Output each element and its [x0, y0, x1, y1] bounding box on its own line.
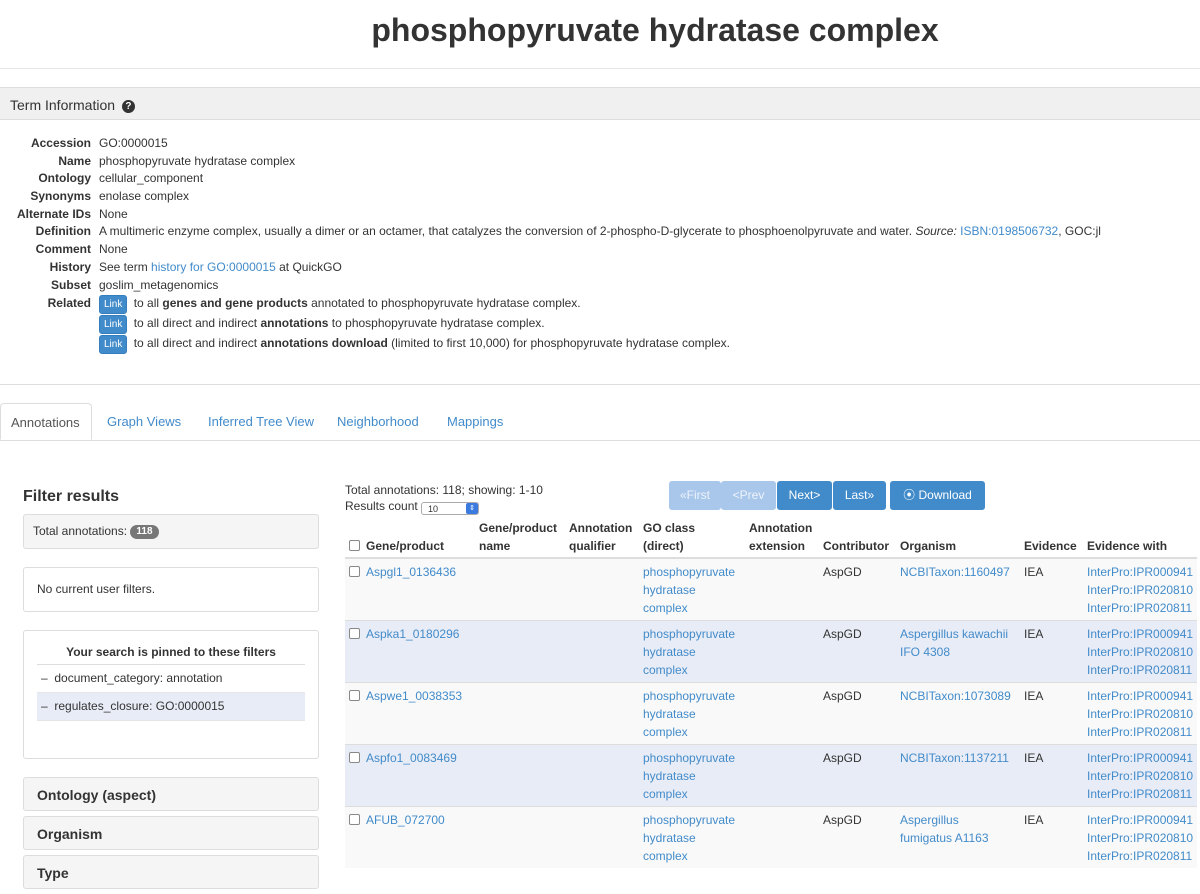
gene-product-link[interactable]: Aspfo1_0083469 — [366, 751, 457, 765]
history-prefix: See term — [99, 259, 148, 274]
evidence-with-link[interactable]: InterPro:IPR000941 — [1087, 689, 1194, 703]
name-value: phosphopyruvate hydratase complex — [99, 153, 296, 168]
results-count-label: Results count — [345, 499, 418, 513]
evidence-with-link[interactable]: InterPro:IPR020810 — [1087, 769, 1194, 783]
organism-link[interactable]: NCBITaxon:1160497 — [900, 565, 1010, 579]
evidence-with-link[interactable]: InterPro:IPR020811 — [1087, 849, 1193, 863]
related-bold: annotations download — [260, 335, 388, 350]
go-class-link[interactable]: phosphopyruvate — [643, 689, 736, 703]
term-info-header — [0, 87, 1200, 120]
evidence-with-link[interactable]: InterPro:IPR020810 — [1087, 645, 1194, 659]
go-class-link[interactable]: hydratase — [643, 583, 696, 597]
evidence-with-link[interactable]: InterPro:IPR000941 — [1087, 627, 1194, 641]
facet-type[interactable]: Type — [23, 855, 319, 889]
history-label: History — [49, 259, 91, 274]
gene-product-name-cell — [475, 807, 565, 869]
col-gene-product[interactable]: Gene/product — [345, 517, 475, 558]
total-annotations-panel — [23, 514, 319, 549]
tab-mappings[interactable]: Mappings — [447, 414, 504, 429]
download-label: Download — [918, 488, 972, 502]
contributor-cell: AspGD — [819, 558, 896, 621]
organism-link[interactable]: fumigatus A1163 — [900, 831, 989, 845]
remove-filter-icon[interactable]: – — [41, 699, 48, 713]
evidence-cell: IEA — [1020, 558, 1083, 621]
ontology-value: cellular_component — [99, 171, 204, 186]
related-bold: annotations — [260, 315, 329, 330]
comment-value: None — [99, 242, 128, 257]
tab-bar — [0, 403, 1200, 441]
download-button[interactable] — [890, 481, 985, 510]
organism-link[interactable]: NCBITaxon:1073089 — [900, 689, 1011, 703]
divider — [0, 384, 1200, 385]
definition-label: Definition — [35, 224, 91, 239]
annotation-extension-cell — [745, 807, 819, 869]
go-class-link[interactable]: phosphopyruvate — [643, 813, 736, 827]
annotation-qualifier-cell — [565, 621, 639, 683]
annotation-extension-cell — [745, 621, 819, 683]
col-organism[interactable]: Organism — [896, 517, 1020, 558]
go-class-link[interactable]: complex — [643, 787, 688, 801]
evidence-with-link[interactable]: InterPro:IPR000941 — [1087, 751, 1194, 765]
go-class-link[interactable]: complex — [643, 849, 688, 863]
prev-page-button[interactable]: <Prev — [721, 481, 776, 510]
organism-link[interactable]: Aspergillus — [900, 813, 959, 827]
related-link-button[interactable]: Link — [99, 335, 127, 354]
row-checkbox[interactable] — [349, 752, 360, 763]
related-text: to all direct and indirect — [133, 335, 258, 350]
alternate-ids-value: None — [99, 206, 128, 221]
annotation-extension-cell — [745, 683, 819, 745]
organism-link[interactable]: NCBITaxon:1137211 — [900, 751, 1009, 765]
go-class-link[interactable]: phosphopyruvate — [643, 565, 736, 579]
gene-product-link[interactable]: Aspka1_0180296 — [366, 627, 460, 641]
term-info-title: Term Information — [10, 97, 116, 113]
pinned-filter-label: document_category: annotation — [54, 671, 223, 685]
total-annotations-label: Total annotations: — [33, 524, 128, 538]
evidence-with-link[interactable]: InterPro:IPR020811 — [1087, 787, 1193, 801]
evidence-with-link[interactable]: InterPro:IPR020810 — [1087, 583, 1194, 597]
next-page-button[interactable]: Next> — [777, 481, 832, 510]
facet-ontology-aspect[interactable]: Ontology (aspect) — [23, 777, 319, 811]
table-row — [345, 683, 1197, 745]
evidence-cell: IEA — [1020, 683, 1083, 745]
evidence-cell: IEA — [1020, 745, 1083, 807]
evidence-with-link[interactable]: InterPro:IPR020811 — [1087, 663, 1193, 677]
divider — [0, 68, 1200, 69]
go-class-link[interactable]: complex — [643, 601, 688, 615]
select-arrows-icon: ⇕ — [466, 503, 478, 514]
accession-value: GO:0000015 — [99, 136, 168, 150]
total-annotations-badge: 118 — [130, 525, 158, 539]
row-checkbox[interactable] — [349, 814, 360, 825]
row-checkbox[interactable] — [349, 628, 360, 639]
filter-sidebar — [23, 480, 319, 894]
no-filters-text: No current user filters. — [37, 582, 156, 596]
gene-product-link[interactable]: AFUB_072700 — [366, 813, 445, 827]
user-filters-panel — [23, 567, 319, 612]
history-link[interactable]: history for GO:0000015 — [151, 259, 276, 274]
organism-link[interactable]: Aspergillus kawachii — [900, 627, 1009, 641]
remove-filter-icon[interactable]: – — [41, 671, 48, 685]
comment-label: Comment — [35, 242, 91, 257]
page-title: phosphopyruvate hydratase complex — [371, 12, 939, 48]
annotation-qualifier-cell — [565, 807, 639, 869]
pinned-filters-title: Your search is pinned to these filters — [66, 645, 276, 659]
annotation-extension-cell — [745, 558, 819, 621]
col-evidence-with[interactable]: Evidence with — [1083, 517, 1197, 558]
definition-source-extra: , GOC:jl — [1058, 224, 1101, 239]
pinned-filters-panel — [23, 630, 319, 759]
history-suffix: at QuickGO — [279, 259, 342, 274]
results-count-select[interactable] — [421, 502, 479, 515]
related-text: to all direct and indirect — [133, 315, 258, 330]
annotations-table — [345, 517, 1197, 868]
synonyms-label: Synonyms — [30, 189, 91, 204]
last-page-button[interactable]: Last» — [833, 481, 886, 510]
accession-label: Accession — [30, 136, 91, 150]
table-row — [345, 745, 1197, 807]
contributor-cell: AspGD — [819, 807, 896, 869]
results-summary: Total annotations: 118; showing: 1-10 — [345, 483, 543, 497]
gene-product-link[interactable]: Aspwe1_0038353 — [366, 689, 463, 703]
related-item — [99, 294, 581, 314]
go-class-link[interactable]: hydratase — [643, 645, 696, 659]
annotation-qualifier-cell — [565, 683, 639, 745]
annotation-qualifier-cell — [565, 745, 639, 807]
facet-organism[interactable]: Organism — [23, 816, 319, 850]
gene-product-name-cell — [475, 558, 565, 621]
contributor-cell: AspGD — [819, 745, 896, 807]
pinned-filters-list — [37, 664, 305, 721]
help-icon[interactable]: ? — [122, 100, 135, 113]
pinned-filter-item[interactable] — [37, 693, 305, 721]
go-class-link[interactable]: hydratase — [643, 769, 696, 783]
row-checkbox[interactable] — [349, 566, 360, 577]
related-text: to all — [133, 296, 160, 311]
related-link-button[interactable]: Link — [99, 315, 127, 334]
filter-results-title: Filter results — [23, 488, 120, 505]
tab-annotations[interactable]: Annotations — [0, 403, 92, 440]
subset-value: goslim_metagenomics — [99, 277, 219, 292]
col-go-class[interactable]: GO class (direct) — [639, 517, 745, 558]
name-label: Name — [58, 153, 91, 168]
evidence-cell: IEA — [1020, 807, 1083, 869]
download-icon: ⦿ — [903, 488, 916, 502]
evidence-with-link[interactable]: InterPro:IPR020810 — [1087, 707, 1194, 721]
evidence-with-link[interactable]: InterPro:IPR000941 — [1087, 813, 1194, 827]
col-evidence[interactable]: Evidence — [1020, 517, 1083, 558]
pinned-filter-label: regulates_closure: GO:0000015 — [54, 699, 225, 713]
evidence-with-link[interactable]: InterPro:IPR020811 — [1087, 725, 1193, 739]
term-info-details — [0, 135, 1101, 353]
go-class-link[interactable]: complex — [643, 725, 688, 739]
tab-inferred-tree-view[interactable]: Inferred Tree View — [208, 414, 314, 429]
alternate-ids-label: Alternate IDs — [16, 206, 91, 221]
history-value — [99, 259, 342, 277]
col-annotation-qualifier[interactable]: Annotation qualifier — [565, 517, 639, 558]
definition-source-label: Source: — [915, 224, 957, 239]
results-count-value: 10 — [428, 504, 439, 514]
go-class-link[interactable]: complex — [643, 663, 688, 677]
subset-label: Subset — [50, 277, 91, 292]
annotation-extension-cell — [745, 745, 819, 807]
tab-neighborhood[interactable]: Neighborhood — [337, 414, 419, 429]
table-row — [345, 621, 1197, 683]
contributor-cell: AspGD — [819, 621, 896, 683]
gene-product-name-cell — [475, 745, 565, 807]
definition-value — [99, 223, 1101, 241]
related-bold: genes and gene products — [162, 296, 308, 311]
synonyms-value: enolase complex — [99, 189, 190, 204]
go-class-link[interactable]: phosphopyruvate — [643, 627, 736, 641]
select-all-checkbox[interactable] — [349, 540, 360, 551]
related-text: annotated to phosphopyruvate hydratase complex. — [311, 296, 581, 311]
go-class-link[interactable]: phosphopyruvate — [643, 751, 736, 765]
annotation-qualifier-cell — [565, 558, 639, 621]
first-page-button[interactable]: «First — [669, 481, 721, 510]
results-info — [345, 482, 543, 515]
evidence-with-link[interactable]: InterPro:IPR020811 — [1087, 601, 1193, 615]
gene-product-link[interactable]: Aspgl1_0136436 — [366, 565, 457, 579]
col-gene-product-name[interactable]: Gene/product name — [475, 517, 565, 558]
ontology-label: Ontology — [38, 171, 91, 186]
table-row — [345, 807, 1197, 869]
go-class-link[interactable]: hydratase — [643, 707, 696, 721]
table-header-row — [345, 517, 1197, 558]
row-checkbox[interactable] — [349, 690, 360, 701]
isbn-link[interactable]: ISBN:0198506732 — [960, 224, 1059, 239]
related-item — [99, 314, 545, 334]
gene-product-name-cell — [475, 683, 565, 745]
col-contributor[interactable]: Contributor — [819, 517, 896, 558]
related-text: (limited to first 10,000) for phosphopyruvate hydratase complex. — [391, 335, 730, 350]
evidence-with-link[interactable]: InterPro:IPR020810 — [1087, 831, 1194, 845]
definition-text: A multimeric enzyme complex, usually a dimer or an octamer, that catalyzes the conversion of 2-phospho-D-glycerate to phosphoenolpyruvate and water. — [99, 224, 913, 239]
evidence-cell: IEA — [1020, 621, 1083, 683]
related-link-button[interactable]: Link — [99, 295, 127, 314]
related-item — [99, 334, 730, 354]
contributor-cell: AspGD — [819, 683, 896, 745]
tab-graph-views[interactable]: Graph Views — [107, 414, 182, 429]
go-class-link[interactable]: hydratase — [643, 831, 696, 845]
organism-link[interactable]: IFO 4308 — [900, 645, 951, 659]
table-row — [345, 558, 1197, 621]
pinned-filter-item[interactable] — [37, 665, 305, 693]
related-label: Related — [47, 296, 91, 311]
gene-product-name-cell — [475, 621, 565, 683]
col-annotation-extension[interactable]: Annotation extension — [745, 517, 819, 558]
evidence-with-link[interactable]: InterPro:IPR000941 — [1087, 565, 1194, 579]
related-text: to phosphopyruvate hydratase complex. — [331, 315, 545, 330]
